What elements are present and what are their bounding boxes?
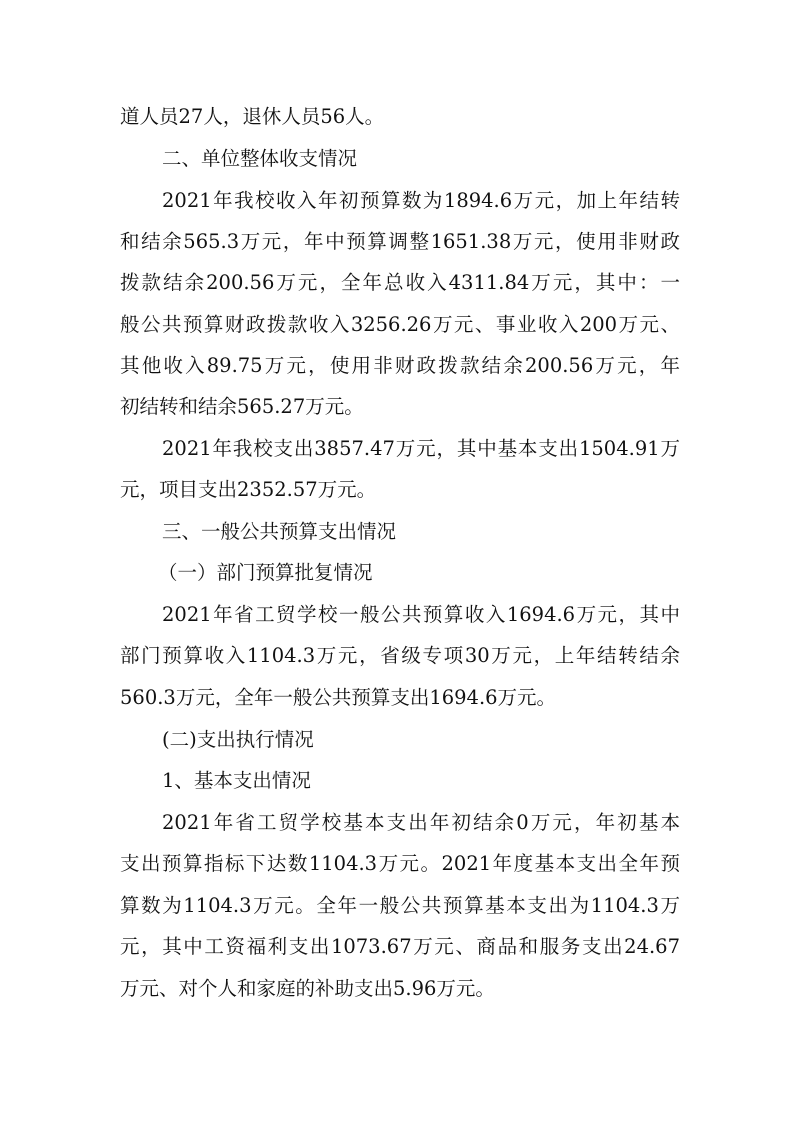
paragraph-line: 2021年省工贸学校基本支出年初结余0万元，年初基本 <box>162 811 680 834</box>
paragraph-line: 560.3万元，全年一般公共预算支出1694.6万元。 <box>120 686 557 709</box>
subsection-heading: 1、基本支出情况 <box>162 769 311 792</box>
paragraph-line: 道人员27人，退休人员56人。 <box>120 105 385 128</box>
paragraph-line: 元，其中工资福利支出1073.67万元、商品和服务支出24.67 <box>120 935 680 958</box>
paragraph-line: 初结转和结余565.27万元。 <box>120 395 364 418</box>
subsection-heading: (二)支出执行情况 <box>162 728 314 751</box>
paragraph-line: 2021年我校收入年初预算数为1894.6万元，加上年结转 <box>162 189 680 212</box>
paragraph-line: 部门预算收入1104.3万元，省级专项30万元，上年结转结余 <box>120 644 680 667</box>
section-heading: 二、单位整体收支情况 <box>162 147 358 170</box>
paragraph-line: 拨款结余200.56万元，全年总收入4311.84万元，其中：一 <box>120 271 680 294</box>
paragraph-line: 2021年省工贸学校一般公共预算收入1694.6万元，其中 <box>162 603 680 626</box>
paragraph-line: 万元、对个人和家庭的补助支出5.96万元。 <box>120 977 495 1000</box>
paragraph-line: 其他收入89.75万元，使用非财政拨款结余200.56万元，年 <box>120 354 680 377</box>
paragraph-line: 算数为1104.3万元。全年一般公共预算基本支出为1104.3万 <box>120 894 680 917</box>
paragraph-line: 和结余565.3万元，年中预算调整1651.38万元，使用非财政 <box>120 230 680 253</box>
paragraph-line: 元，项目支出2352.57万元。 <box>120 478 377 501</box>
paragraph-line: 般公共预算财政拨款收入3256.26万元、事业收入200万元、 <box>120 313 680 336</box>
section-heading: 三、一般公共预算支出情况 <box>162 520 397 543</box>
paragraph-line: 支出预算指标下达数1104.3万元。2021年度基本支出全年预 <box>120 852 680 875</box>
paragraph-line: 2021年我校支出3857.47万元，其中基本支出1504.91万 <box>162 437 680 460</box>
subsection-heading: （一）部门预算批复情况 <box>158 561 373 584</box>
